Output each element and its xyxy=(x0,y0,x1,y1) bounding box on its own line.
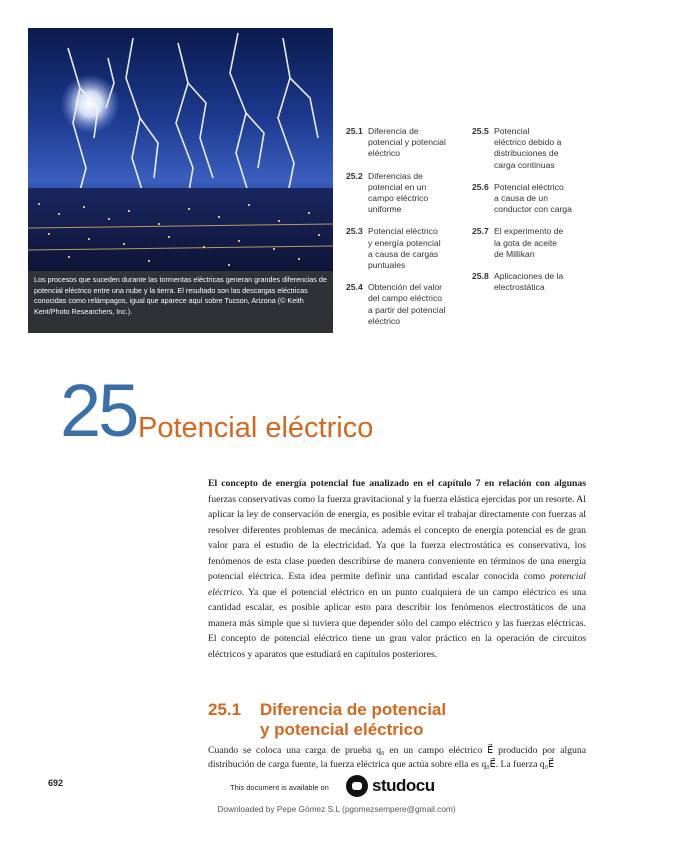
studocu-brand-text: studocu xyxy=(372,776,435,795)
intro-text-2: . Ya que el potencial eléctrico en un punto cualquiera de un campo eléctrico es una cantidad escalar, es posible aplicar esto para describir los fenómenos electrostáticos de una manera más simple que si tuviera que depender sólo del campo eléctrico y las fuerzas eléctricas. El concepto de potencial eléctrico tiene un gran valor práctico en la operación de circuitos eléctricos y aparatos que estudiará en capítulos posteriores. xyxy=(208,586,586,660)
download-notice: Downloaded by Pepe Gómez S.L (pgomezsempere@gmail.com) xyxy=(217,804,456,814)
section-heading xyxy=(208,700,446,740)
toc-item-number: 25.3 xyxy=(346,226,363,237)
toc-item-label: Potencial eléctrico a causa de un conductor con carga xyxy=(494,181,572,215)
toc-item-label: Aplicaciones de la electrostática xyxy=(494,271,564,293)
toc-item-number: 25.1 xyxy=(346,126,363,136)
section-title-line1: Diferencia de potencial xyxy=(260,700,447,719)
studocu-logo[interactable] xyxy=(346,774,435,798)
toc-item-label: El experimento de la gota de aceite de Millikan xyxy=(494,226,564,259)
toc-item-label: Potencial eléctrico y energía potencial a causa de cargas puntuales xyxy=(368,226,441,271)
toc-left-column xyxy=(346,126,446,338)
toc-item-label: Obtención del valor del campo eléctrico a partir del potencial eléctrico xyxy=(368,282,446,326)
toc-item-number: 25.4 xyxy=(346,282,363,293)
toc-item-number: 25.2 xyxy=(346,170,363,181)
chapter-title: Potencial eléctrico xyxy=(138,412,374,444)
toc-item[interactable] xyxy=(346,282,446,327)
toc-item-label: Diferencia de potencial y potencial eléctrico xyxy=(368,126,446,159)
studocu-logo-icon xyxy=(346,775,368,797)
toc-item-number: 25.7 xyxy=(472,226,489,237)
toc-item-label: Potencial eléctrico debido a distribuciones de carga continuas xyxy=(494,126,562,170)
chapter-number: 25 xyxy=(60,369,137,452)
toc-item[interactable] xyxy=(346,226,446,271)
toc-item-number: 25.6 xyxy=(472,181,489,192)
toc-item[interactable] xyxy=(472,226,572,260)
toc-item-number: 25.8 xyxy=(472,271,489,282)
toc-item[interactable] xyxy=(346,171,446,216)
section-number: 25.1 xyxy=(208,700,242,719)
toc-right-column xyxy=(472,126,572,304)
available-on-text: This document is available on xyxy=(230,783,329,792)
lightning-photo xyxy=(28,28,333,333)
intro-paragraph xyxy=(208,476,586,662)
section-title-line2: y potencial eléctrico xyxy=(260,720,424,739)
intro-lead: El concepto de energía potencial fue analizado en el capítulo 7 en relación con algunas xyxy=(208,478,586,489)
toc-item[interactable] xyxy=(472,126,572,171)
toc-item-number: 25.5 xyxy=(472,126,489,136)
section-paragraph: Cuando se coloca una carga de prueba q₀ en un campo eléctrico E⃗ producido por alguna distribución de carga fuente, la fuerza eléctrica que actúa sobre ella es q₀E⃗. La fuerza q₀E⃗ xyxy=(208,745,586,770)
toc-item-label: Diferencias de potencial en un campo eléctrico uniforme xyxy=(368,170,429,215)
toc-item[interactable] xyxy=(472,182,572,216)
intro-italic-term: potencial eléctrico xyxy=(208,571,586,598)
toc-item[interactable] xyxy=(346,126,446,160)
intro-text-1: fuerzas conservativas como la fuerza gravitacional y la fuerza elástica ejercidas por un resorte. Al aplicar la ley de conservación de energía, es posible evitar el trabajar directamente con fuerzas al resolver diferentes problemas de mecánica. además el concepto de energía potencial es de gran valor para el estudio de la electricidad. Ya que la fuerza electrostática es conservativa, los fenómenos de esta clase pueden describirse de manera conveniente en términos de una energía potencial eléctrica. Esta idea permite definir una cantidad escalar conocida como xyxy=(208,493,586,582)
photo-caption: Los procesos que suceden durante las tormentas eléctricas generan grandes diferencias de potencial eléctrico entre una nube y la tierra. El resultado son las descargas eléctricas conocidas como relámpagos, igual que aparece aquí sobre Tucson, Arizona (© Keith Kent/Photo Researchers, Inc.). xyxy=(28,271,333,333)
page-number: 692 xyxy=(48,778,64,788)
toc-item[interactable] xyxy=(472,271,572,293)
